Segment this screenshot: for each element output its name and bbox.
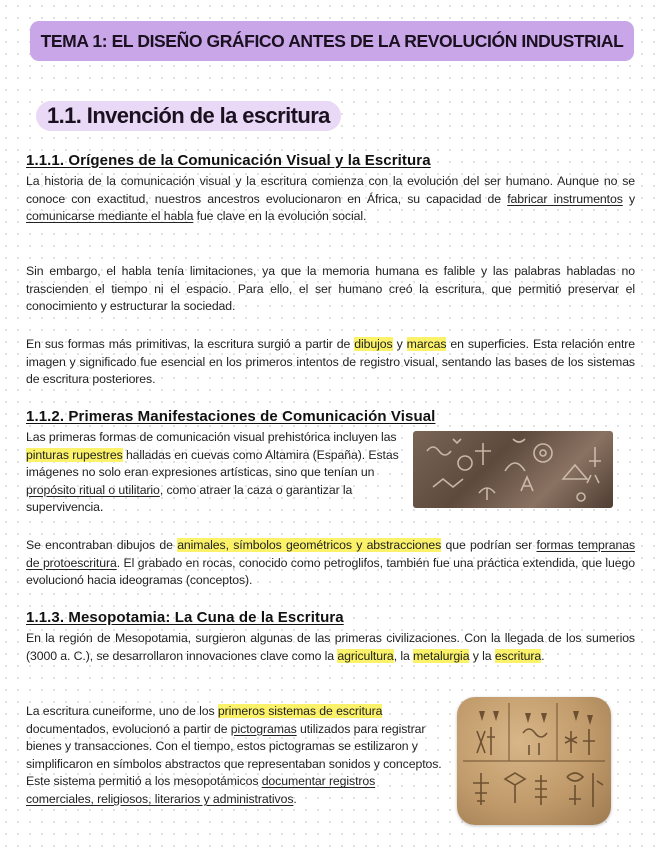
cuneiform-tablet-image (457, 697, 611, 825)
paragraph-manifestaciones-2: Se encontraban dibujos de animales, símbolos geométricos y abstracciones que podrían ser formas tempranas de protoescritura. El grabado en rocas, conocido como petroglifos, también fue una práctica extendida, que luego evolucionó hacia ideogramas (conceptos). (26, 538, 636, 588)
section-title: 1.1. Invención de la escritura (36, 101, 341, 131)
petroglyph-rock-image (413, 431, 613, 508)
topic-banner: TEMA 1: EL DISEÑO GRÁFICO ANTES DE LA REVOLUCIÓN INDUSTRIAL (30, 21, 634, 61)
paragraph-origenes-3: En sus formas más primitivas, la escritura surgió a partir de dibujos y marcas en superficies. Esta relación entre imagen y significado fue esencial en los primeros intentos de registro visual, sentando las bases de los sistemas de escritura posteriores. (26, 337, 635, 387)
paragraph-manifestaciones-1: Las primeras formas de comunicación visual prehistórica incluyen las pinturas rupestres halladas en cuevas como Altamira (España). Estas imágenes no solo eran expresiones artísticas, sino que tenían un propósito ritual o utilitario, como atraer la caza o garantizar la supervivencia. (26, 430, 399, 515)
heading-mesopotamia: 1.1.3. Mesopotamia: La Cuna de la Escritura (26, 609, 344, 626)
paragraph-origenes-1: La historia de la comunicación visual y la escritura comienza con la evolución del ser humano. Aunque no se conoce con exactitud, nuestros ancestros evolucionaron en África, su capacidad de fabricar instrumentos y comunicarse mediante el habla fue clave en la evolución social. (26, 174, 636, 224)
paragraph-mesopotamia-2: La escritura cuneiforme, uno de los primeros sistemas de escritura documentados, evolucionó a partir de pictogramas utilizados para registrar bienes y transacciones. Con el tiempo, estos pictogramas se estilizaron y simplificaron en símbolos abstractos que representaban sonidos y conceptos. Este sistema permitió a los mesopotámicos documentar registros comerciales, religiosos, literarios y administrativos. (26, 704, 442, 806)
paragraph-mesopotamia-1: En la región de Mesopotamia, surgieron algunas de las primeras civilizaciones. Con la llegada de los sumerios (3000 a. C.), se desarrollaron innovaciones clave como la agricultura, la metalurgia y la escritura. (26, 631, 635, 663)
heading-origenes: 1.1.1. Orígenes de la Comunicación Visual y la Escritura (26, 152, 431, 169)
paragraph-origenes-2: Sin embargo, el habla tenía limitaciones, ya que la memoria humana es falible y las palabras habladas no trascienden el tiempo ni el espacio. Para ello, el ser humano creó la escritura, que permitió preservar el conocimiento y estructurar la sociedad. (26, 264, 635, 314)
heading-primeras-manifestaciones: 1.1.2. Primeras Manifestaciones de Comunicación Visual (26, 408, 436, 425)
